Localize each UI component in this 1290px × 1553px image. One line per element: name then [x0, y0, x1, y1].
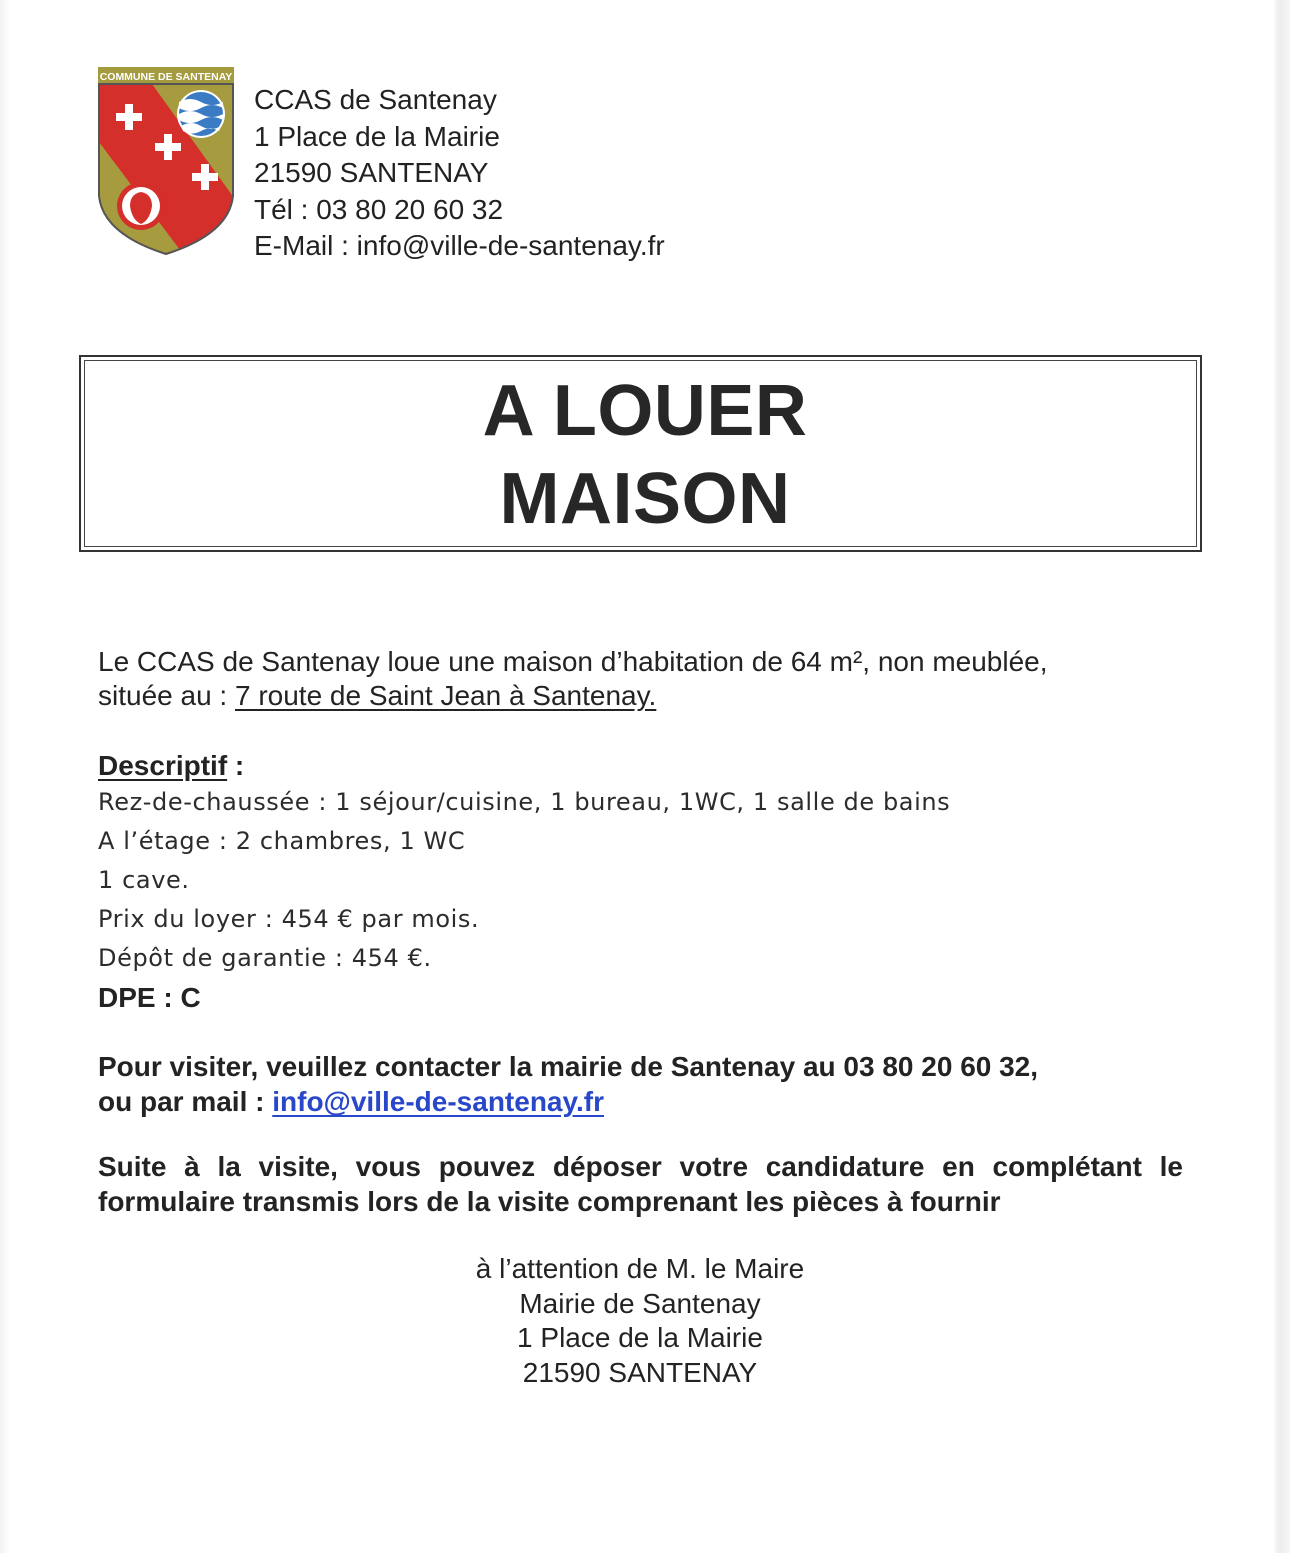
- header-email: E-Mail : info@ville-de-santenay.fr: [254, 230, 665, 262]
- descriptif-heading-label: Descriptif: [98, 750, 228, 781]
- title-line-2: MAISON: [499, 459, 791, 539]
- descriptif-line: 1 cave.: [98, 866, 190, 894]
- recipient-mairie: Mairie de Santenay: [519, 1287, 761, 1319]
- application-paragraph: [98, 1150, 1183, 1219]
- header-org: CCAS de Santenay: [254, 84, 497, 115]
- recipient-city: 21590 SANTENAY: [522, 1356, 758, 1388]
- descriptif-line: Prix du loyer : 454 € par mois.: [98, 905, 480, 933]
- contact-line-1: Pour visiter, veuillez contacter la mairie de Santenay au 03 80 20 60 32,: [98, 1051, 1039, 1082]
- application-line-1: Suite à la visite, vous pouvez déposer votre candidature en complétant le: [98, 1151, 1183, 1182]
- intro-line-2: [98, 679, 656, 714]
- intro-prefix: située au :: [98, 680, 235, 711]
- contact-prefix: ou par mail :: [98, 1086, 273, 1117]
- property-address: 7 route de Saint Jean à Santenay.: [234, 680, 657, 711]
- header-street: 1 Place de la Mairie: [254, 120, 500, 152]
- dpe-rating: DPE : C: [98, 982, 201, 1013]
- application-line-2: formulaire transmis lors de la visite comprenant les pièces à fournir: [98, 1185, 1001, 1217]
- descriptif-heading-colon: :: [227, 750, 245, 781]
- contact-line-2: [98, 1085, 604, 1120]
- santenay-coat-of-arms-logo: [97, 66, 235, 256]
- recipient-address-block: [340, 1252, 940, 1390]
- descriptif-line: A l’étage : 2 chambres, 1 WC: [98, 827, 466, 855]
- header-city: 21590 SANTENAY: [254, 157, 489, 189]
- recipient-street: 1 Place de la Mairie: [517, 1322, 763, 1354]
- crest-banner-text: COMMUNE DE SANTENAY: [99, 71, 233, 83]
- page-right-edge: [1274, 0, 1290, 1553]
- sender-address-block: [254, 82, 665, 265]
- descriptif-line: Rez-de-chaussée : 1 séjour/cuisine, 1 bureau, 1WC, 1 salle de bains: [98, 788, 951, 816]
- descriptif-line: Dépôt de garantie : 454 €.: [98, 944, 432, 972]
- descriptif-heading: [98, 749, 244, 784]
- header-phone: Tél : 03 80 20 60 32: [254, 193, 504, 225]
- recipient-attention: à l’attention de M. le Maire: [475, 1253, 805, 1284]
- page-left-edge: [0, 0, 10, 1553]
- contact-email-link[interactable]: info@ville-de-santenay.fr: [272, 1086, 604, 1117]
- title-line-1: A LOUER: [482, 371, 808, 451]
- intro-line-1: Le CCAS de Santenay loue une maison d’habitation de 64 m², non meublée,: [98, 646, 1048, 677]
